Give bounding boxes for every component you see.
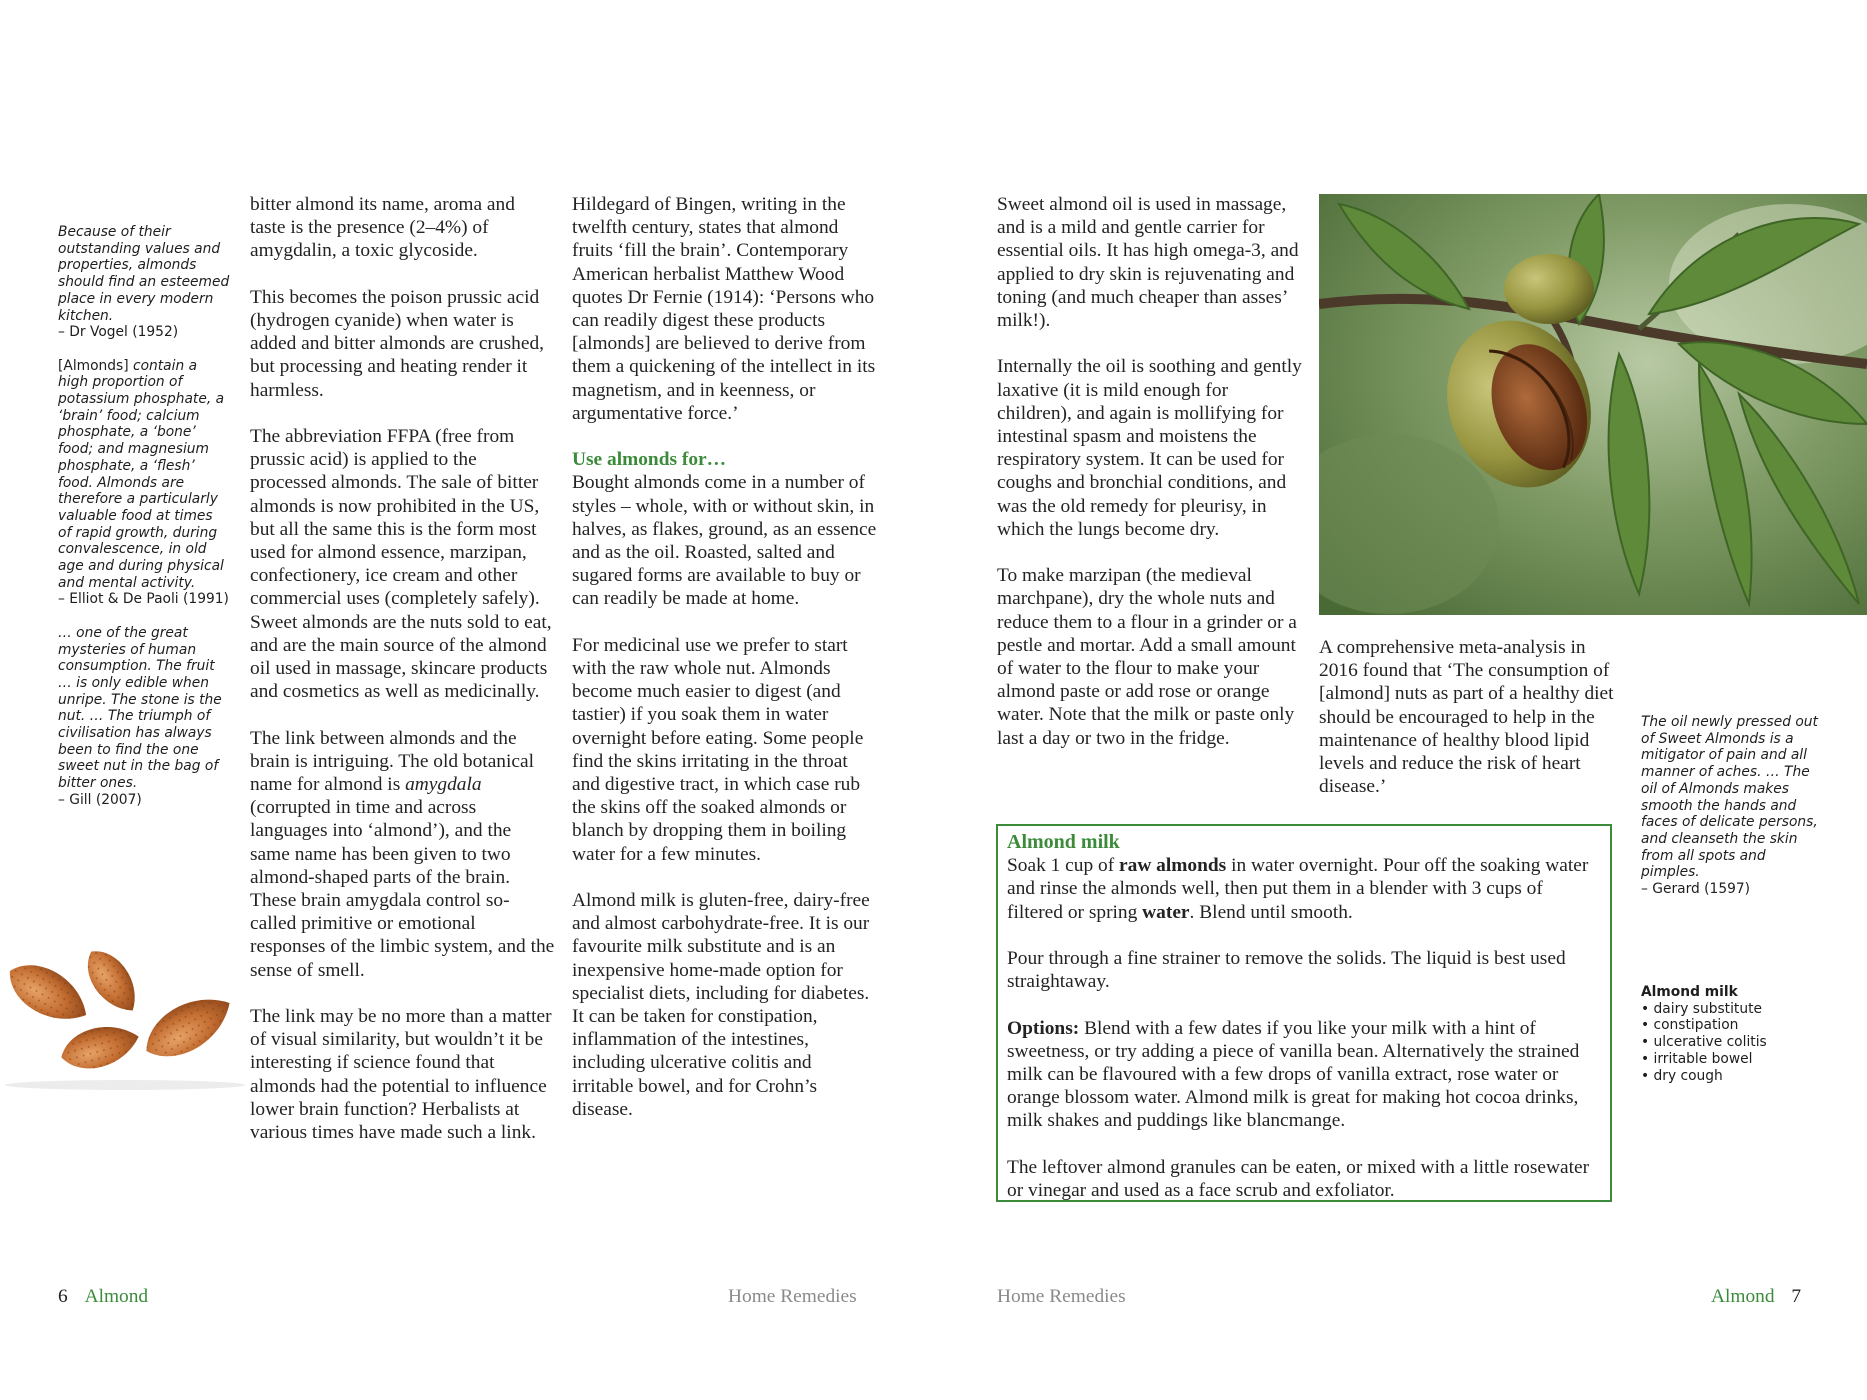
quote-gerard: The oil newly pressed out of Sweet Almonds is a mitigator of pain and all manner of aches. … The oil of Almonds makes smooth the hands and faces of delicate persons, and cleanseth the skin from all spots and pimples. – Gerard (1597)	[1641, 714, 1818, 898]
right-page-number: 7	[1791, 1286, 1802, 1307]
right-book-title: Home Remedies	[997, 1286, 1126, 1307]
col3-p3: To make marzipan (the medieval marchpane), dry the whole nuts and reduce them to a flour in a grinder or a pestle and mortar. Add a small amount of water to the flour to make your almond paste or add rose or orange water. Note that the milk or paste only last a day or two in the fridge.	[997, 565, 1297, 749]
column-3	[997, 193, 1302, 750]
almond-4	[135, 984, 241, 1071]
almond-milk-recipe-box	[996, 824, 1612, 1202]
recipe-step-1: Soak 1 cup of raw almonds in water overnight. Pour off the soaking water and rinse the almonds well, then put them in a blender with 3 cups of filtered or spring water. Blend until smooth.	[1007, 855, 1589, 923]
column-2	[572, 193, 877, 1121]
col2-p1: Hildegard of Bingen, writing in the twelfth century, states that almond fruits ‘fill the brain’. Contemporary American herbalist Matthew Wood quotes Dr Fernie (1914): ‘Persons who can readily digest these products [almonds] are believed to derive from them a quickening of the intellect in its magnetism, and in keenness, or argumentative force.’	[572, 194, 876, 424]
almonds-illustration	[0, 935, 250, 1090]
col2-p4: Almond milk is gluten-free, dairy-free and almost carbohydrate-free. It is our favourite milk substitute and is an inexpensive home-made option for specialist diets, including for diabetes.	[572, 890, 870, 1004]
left-page-number: 6	[58, 1286, 68, 1307]
col3-p1: Sweet almond oil is used in massage, and is a mild and gentle carrier for essential oils. It has high omega-3, and applied to dry skin is rejuvenating and toning (and much cheaper than asses’ milk!).	[997, 194, 1299, 332]
almond-milk-uses-list	[1641, 984, 1821, 1084]
left-sidebar-quotes	[58, 224, 230, 825]
almond-1	[0, 952, 97, 1034]
list-item: • constipation	[1641, 1017, 1821, 1034]
list-item: • ulcerative colitis	[1641, 1034, 1821, 1051]
list-item: • dry cough	[1641, 1068, 1821, 1085]
right-sidebar	[1641, 714, 1821, 898]
uses-list	[1641, 1001, 1821, 1085]
col1-p5: The link may be no more than a matter of visual similarity, but wouldn’t it be interesting if science found that almonds had the potential to influence lower brain function? Herbalists at various times have made such a link.	[250, 1006, 552, 1144]
column-1	[250, 193, 555, 1144]
uses-list-title: Almond milk	[1641, 984, 1738, 1000]
col4-p1: A comprehensive meta-analysis in 2016 found that ‘The consumption of [almond] nuts as part of a healthy diet should be encouraged to help in the maintenance of healthy blood lipid levels and reduce the risk of heart disease.’	[1319, 637, 1614, 798]
almond-branch-photo	[1319, 194, 1867, 615]
recipe-options: Options: Blend with a few dates if you like your milk with a hint of sweetness, or try adding a piece of vanilla bean. Alternatively the strained milk can be flavoured with a few drops of vanilla extract, rose water or orange blossom water. Almond milk is great for making hot cocoa drinks, milk shakes and puddings like blancmange.	[1007, 1017, 1580, 1132]
recipe-step-2: Pour through a fine strainer to remove the solids. The liquid is best used straightaway.	[1007, 948, 1566, 993]
quote-vogel: Because of their outstanding values and properties, almonds should find an esteemed place in every modern kitchen. – Dr Vogel (1952)	[58, 224, 230, 341]
right-section-title: Almond	[1711, 1286, 1775, 1307]
column-4	[1319, 636, 1624, 798]
col1-p3: The abbreviation FFPA (free from prussic acid) is applied to the processed almonds. The sale of bitter almonds is now prohibited in the US, but all the same this is the form most used for almond essence, marzipan, confectionery, ice cream and other commercial uses (completely safely). Sweet almonds are the nuts sold to eat, and are the main source of the almond oil used in massage, skincare products and cosmetics as well as medicinally.	[250, 426, 552, 703]
almond-branch-illustration	[1319, 194, 1867, 615]
recipe-leftovers: The leftover almond granules can be eaten, or mixed with a little rosewater or vinegar and used as a face scrub and exfoliator.	[1007, 1156, 1590, 1201]
col1-p2: This becomes the poison prussic acid (hydrogen cyanide) when water is added and bitter almonds are crushed, but processing and heating render it harmless.	[250, 286, 544, 401]
use-almonds-heading: Use almonds for…	[572, 449, 727, 471]
col3-p2: Internally the oil is soothing and gently laxative (it is mild enough for children), and again is mollifying for intestinal spasm and moistens the respiratory system. It can be used for coughs and bronchial conditions, and was the old remedy for pleurisy, in which the lungs become dry.	[997, 356, 1302, 540]
left-section-title: Almond	[84, 1286, 149, 1307]
quote-gill: … one of the great mysteries of human consumption. The fruit … is only edible when unripe. The stone is the nut. … The triumph of civilisation has always been to find the one sweet nut in the bag of bitter ones. – Gill (2007)	[58, 624, 222, 808]
quote-elliot: [Almonds] contain a high proportion of potassium phosphate, a ‘brain’ food; calcium phosphate, a ‘bone’ food; and magnesium phosphate, a ‘flesh’ food. Almonds are therefore a particularly valuable food at times of rapid growth, during convalescence, in old age and during physical and mental activity. – Elliot & De Paoli (1991)	[58, 357, 229, 608]
col1-p4: The link between almonds and the brain is intriguing. The old botanical name for almond is amygdala (corrupted in time and across languages into ‘almond’), and the same name has been given to two almond-shaped parts of the brain. These brain amygdala control so-called primitive or emotional responses of the limbic system, and the sense of smell.	[250, 727, 555, 981]
left-book-title: Home Remedies	[728, 1286, 857, 1307]
left-footer	[58, 1285, 148, 1309]
list-item: • dairy substitute	[1641, 1001, 1821, 1018]
almond-2	[77, 941, 148, 1021]
almond-3	[56, 1018, 143, 1076]
col2-p2: Use almonds for… Bought almonds come in a number of styles – whole, with or without skin, in halves, as flakes, ground, as an essence and as the oil. Roasted, salted and sugared forms are available to buy or can readily be made at home.	[572, 449, 877, 610]
col1-p1: bitter almond its name, aroma and taste is the presence (2–4%) of amygdalin, a toxic glycoside.	[250, 194, 515, 262]
list-item: • irritable bowel	[1641, 1051, 1821, 1068]
recipe-title: Almond milk	[1007, 831, 1120, 853]
col2-p3: For medicinal use we prefer to start with the raw whole nut. Almonds become much easier to digest (and tastier) if you soak them in water overnight before eating. Some people find the skins irritating in the throat and digestive tract, in which case rub the skins off the soaked almonds or blanch by dropping them in boiling water for a few minutes.	[572, 634, 864, 865]
col2-p5: It can be taken for constipation, inflammation of the intestines, including ulcerative colitis and irritable bowel, and for Crohn’s disease.	[572, 1006, 818, 1120]
right-footer	[1711, 1285, 1801, 1309]
almond-hull-top	[1504, 254, 1594, 324]
